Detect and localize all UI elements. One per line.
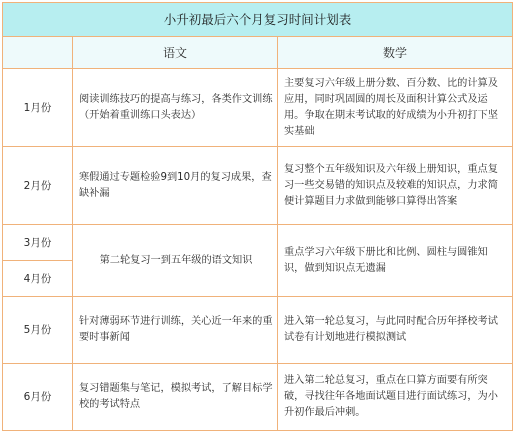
math-cell: 进入第一轮总复习，与此同时配合历年择校考试试卷有计划地进行模拟测试 [278,297,513,364]
table-row [3,364,513,431]
chinese-cell: 寒假通过专题检验9到10月的复习成果，查缺补漏 [73,147,278,225]
month-header [3,37,73,69]
table-row [3,297,513,364]
table-row [3,69,513,147]
math-cell: 主要复习六年级上册分数、百分数、比的计算及应用，同时巩固圆的周长及面积计算公式及运用。争取在期末考试取的好成绩为小升初打下坚实基础 [278,69,513,147]
month-cell: 1月份 [3,69,73,147]
table-row [3,147,513,225]
math-cell: 复习整个五年级知识及六年级上册知识，重点复习一些交易错的知识点及较难的知识点，力求简便计算题目力求做到能够口算得出答案 [278,147,513,225]
header-chinese: 语文 [73,37,278,69]
chinese-cell: 针对薄弱环节进行训练，关心近一年来的重要时事新闻 [73,297,278,364]
month-cell: 2月份 [3,147,73,225]
math-cell: 进入第二轮总复习，重点在口算方面要有所突破，寻找往年各地面试题目进行面试练习，为小升初作最后冲刺。 [278,364,513,431]
table-title: 小升初最后六个月复习时间计划表 [3,3,513,37]
chinese-cell-merged: 第二轮复习一到五年级的语文知识 [73,225,278,297]
table-row [3,225,513,261]
month-cell: 3月份 [3,225,73,261]
chinese-cell: 阅读训练技巧的提高与练习，各类作文训练（开始着重训练口头表达） [73,69,278,147]
month-cell: 6月份 [3,364,73,431]
header-math: 数学 [278,37,513,69]
month-cell: 4月份 [3,261,73,297]
chinese-cell: 复习错题集与笔记，模拟考试，了解目标学校的考试特点 [73,364,278,431]
math-cell-merged: 重点学习六年级下册比和比例、圆柱与圆锥知识，做到知识点无遗漏 [278,225,513,297]
plan-table [2,2,513,431]
month-cell: 5月份 [3,297,73,364]
